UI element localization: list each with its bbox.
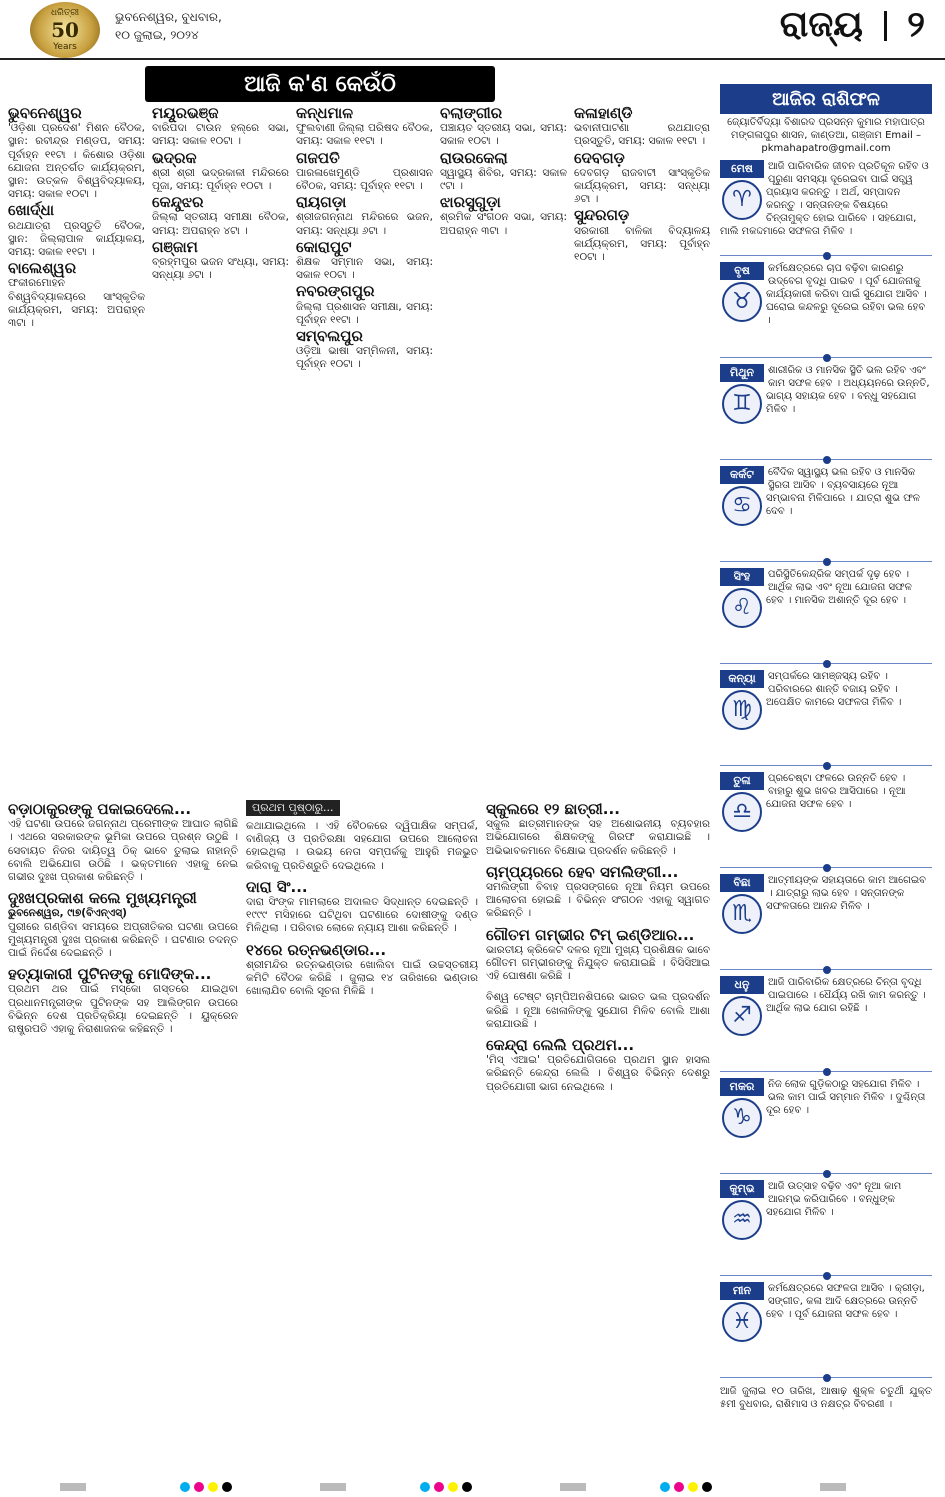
rashifal-banner: ଆଜିର ରାଶିଫଳ: [720, 84, 932, 114]
story-body: 'ମିସ୍ ଏଆଇ' ପ୍ରତିଯୋଗିତାରେ ପ୍ରଥମ ସ୍ଥାନ ହାସଲ କରିଛନ୍ତି କେନ୍ଦ୍ରା ଲେଲି । ବିଶ୍ୱର ବିଭିନ୍ନ ଦେଶରୁ ପ୍ରତିଯୋଗୀ ଭାଗ ନେଇଥିଲେ ।: [486, 1054, 710, 1093]
yellow-dot: [688, 1482, 698, 1492]
dateline-date: ୧୦ ଜୁଲାଇ, ୨୦୨୪: [115, 28, 199, 42]
rashi-name: ବୃଷ: [720, 262, 764, 280]
rashi-prediction: କର୍ମକ୍ଷେତ୍ରରେ ସଫଳତା ଆସିବ । କ୍ରୀଡ଼ା, ସଙ୍ଗୀତ, କଳା ଆଦି କ୍ଷେତ୍ରରେ ଉନ୍ନତି ହେବ । ପୂର୍ବ ଯୋଜନା ସଫଳ ହେବ ।: [766, 1283, 925, 1320]
rashi-name: ମେଷ: [720, 160, 764, 178]
rashi-name: କୁମ୍ଭ: [720, 1180, 764, 1198]
story-title: ସ୍କୁଲରେ ୧୨ ଛାତ୍ରୀ...: [486, 800, 620, 818]
zodiac-symbol-icon: ♉: [722, 282, 762, 322]
separator-dot-icon: [823, 660, 831, 668]
event-city-heading: କେନ୍ଦୁଝର: [152, 193, 204, 212]
logo-years-label: Years: [53, 42, 77, 52]
rashi-name: ମିଥୁନ: [720, 364, 764, 382]
story-body: ପୁରୀରେ ଗଣ୍ଡିବା ସମୟରେ ଅପ୍ରୀତିକର ଘଟଣା ଉପରେ ମୁଖ୍ୟମନ୍ତ୍ରୀ ଦୁଃଖ ପ୍ରକାଶ କରିଛନ୍ତି । ଘଟଣାର ତଦନ୍ତ ପାଇଁ ନିର୍ଦ୍ଦେଶ ଦେଇଛନ୍ତି ।: [8, 920, 238, 960]
rashi-entry: [720, 466, 932, 556]
story-column-2: [246, 820, 478, 1475]
separator-dot-icon: [823, 558, 831, 566]
zodiac-symbol-icon: ♏: [722, 894, 762, 934]
story-body: ବିଶ୍ୱ ଟେଷ୍ଟ ଚାମ୍ପିଅନଶିପରେ ଭାରତ ଭଲ ପ୍ରଦର୍ଶନ କରିଛି । ନୂଆ ଖେଳାଳିଙ୍କୁ ସୁଯୋଗ ମିଳିବ ବୋଲି ଆଶା କରାଯାଉଛି ।: [486, 991, 710, 1030]
gray-mark: [320, 1483, 346, 1491]
separator-dot-icon: [823, 1272, 831, 1280]
event-city-heading: ଭୁବନେଶ୍ୱର: [8, 104, 82, 122]
rashi-entry: [720, 568, 932, 658]
story-body: କଥାଯାଇଥିଲେ । ଏହି ବୈଠକରେ ଦ୍ୱିପାକ୍ଷିକ ସମ୍ପର୍କ, ବାଣିଜ୍ୟ ଓ ପ୍ରତିରକ୍ଷା ସହଯୋଗ ଉପରେ ଆଲୋଚନା ହୋଇଥିଲା । ଉଭୟ ନେତା ସମ୍ପର୍କକୁ ଆହୁରି ମଜଭୁତ କରିବାକୁ ପ୍ରତିଶ୍ରୁତି ଦେଇଥିଲେ ।: [246, 820, 478, 872]
page-number: ୨: [907, 4, 925, 45]
rashi-name: କର୍କଟ: [720, 466, 764, 484]
rashi-entry: [720, 262, 932, 352]
separator-dot-icon: [823, 864, 831, 872]
rashi-name: କନ୍ୟା: [720, 670, 764, 688]
story-body: ପ୍ରଥମ ଥର ପାଇଁ ମସ୍କୋ ଗସ୍ତରେ ଯାଇଥିବା ପ୍ରଧାନମନ୍ତ୍ରୀଙ୍କ ପୁଟିନଙ୍କ ସହ ଆଲିଙ୍ଗନ ଉପରେ ବିଭିନ୍ନ ଦେଶ ପ୍ରତିକ୍ରିୟା ଦେଇଛନ୍ତି । ୟୁକ୍ରେନ ରାଷ୍ଟ୍ରପତି ଏହାକୁ ନିରାଶାଜନକ କହିଛନ୍ତି ।: [8, 983, 238, 1036]
event-city-heading: ବଲାଙ୍ଗୀର: [440, 104, 503, 122]
logo-name: ଧରିତ୍ରୀ: [50, 8, 80, 18]
event-listing: ରଥଯାତ୍ରା ପ୍ରସ୍ତୁତି ବୈଠକ, ସ୍ଥାନ: ଜିଲ୍ଲାପାଳ କାର୍ଯ୍ୟାଳୟ, ସମୟ: ସକାଳ ୧୧ଟା ।: [8, 219, 145, 259]
event-listing: ଜିଲ୍ଲା ସ୍ତରୀୟ ସମୀକ୍ଷା ବୈଠକ, ସମୟ: ଅପରାହ୍ନ ୪ଟା ।: [152, 211, 289, 237]
story-title: ୧୪ରେ ରତ୍ନଭଣ୍ଡାର...: [246, 940, 387, 959]
event-city-heading: ରାୟଗଡ଼ା: [296, 193, 347, 212]
event-listing: ସ୍ୱାସ୍ଥ୍ୟ ଶିବିର, ସମୟ: ସକାଳ ୯ଟା ।: [440, 166, 567, 193]
zodiac-symbol-icon: ♍: [722, 690, 762, 730]
rashi-prediction: କର୍ମକ୍ଷେତ୍ରରେ ଚାପ ବଢ଼ିବା କାରଣରୁ ଉଦ୍ବେଗ ବୃଦ୍ଧି ପାଇବ । ପୂର୍ବ ଯୋଜନାକୁ କାର୍ଯ୍ୟକାରୀ କରିବା ପାଇଁ ସୁଯୋଗ ଆସିବ । ଘରୋଇ କନ୍ଦଳରୁ ଦୂରେଇ ରହିବା ଭଲ ହେବ ।: [766, 263, 927, 326]
rashi-prediction: ଆତ୍ମୀୟଙ୍କ ସହାୟତାରେ କାମ ଆଗେଇବ । ଯାତ୍ରାରୁ ଲାଭ ହେବ । ସନ୍ତାନଙ୍କ ସଫଳତାରେ ଆନନ୍ଦ ମିଳିବ ।: [766, 875, 927, 912]
event-listing: ଶ୍ରମିକ ସଂଗଠନ ସଭା, ସମୟ: ଅପରାହ୍ନ ୩ଟା ।: [440, 211, 567, 237]
story-body: ଦାରା ସିଂଙ୍କ ମାମଲାରେ ଅଦାଲତ ସିଦ୍ଧାନ୍ତ ଦେଇଛନ୍ତି । ୧୯୯୯ ମସିହାରେ ଘଟିଥିବା ଘଟଣାରେ ଦୋଷୀଙ୍କୁ ଦଣ୍ଡ ମିଳିଥିଲା । ପରିବାର ଲୋକେ ନ୍ୟାୟ ଆଶା କରିଛନ୍ତି ।: [246, 896, 478, 935]
separator-dot-icon: [823, 354, 831, 362]
story-body: ଏହି ଘଟଣା ଉପରେ ଜଗନ୍ନାଥ ପ୍ରେମୀଙ୍କ ଆଘାତ ଲାଗିଛି । ଏଥରେ ସରକାରଙ୍କ ଭୂମିକା ଉପରେ ପ୍ରଶ୍ନ ଉଠୁଛି । ସେବାୟତ ନିଜର ଦାୟିତ୍ୱ ଠିକ୍ ଭାବେ ତୁଲାଇ ନାହାନ୍ତି ବୋଲି ଅଭିଯୋଗ ଉଠିଛି । ଭକ୍ତମାନେ ଏହାକୁ ନେଇ ଗଭୀର ଦୁଃଖ ପ୍ରକାଶ କରିଛନ୍ତି ।: [8, 818, 238, 884]
event-listing: ପାରଳାଖେମୁଣ୍ଡି ପ୍ରଶାସନ ବୈଠକ, ସମୟ: ପୂର୍ବାହ୍ନ ୧୧ଟା ।: [296, 166, 433, 193]
section-title: [780, 4, 925, 46]
event-city-heading: ଭଦ୍ରକ: [152, 148, 197, 167]
zodiac-symbol-icon: ♋: [722, 486, 762, 526]
yellow-dot: [448, 1482, 458, 1492]
gray-mark: [560, 1483, 586, 1491]
separator-dot-icon: [823, 1068, 831, 1076]
event-city-heading: ଗଞ୍ଜାମ: [152, 237, 198, 256]
panchang: ଆଜି ଜୁଲାଇ ୧୦ ତାରିଖ, ଆଷାଢ଼ ଶୁକ୍ଳ ଚତୁର୍ଥୀ ଯୁକ୍ତ ୫ମୀ ବୁଧବାର, ରାଶିମାସ ଓ ନକ୍ଷତ୍ର ବିବରଣୀ ।: [720, 1386, 932, 1411]
story-body: ସ୍କୁଲ ଛାତ୍ରୀମାନଙ୍କ ସହ ଅଶୋଭନୀୟ ବ୍ୟବହାର ଅଭିଯୋଗରେ ଶିକ୍ଷକଙ୍କୁ ଗିରଫ କରାଯାଇଛି । ଅଭିଭାବକମାନେ ବିକ୍ଷୋଭ ପ୍ରଦର୍ଶନ କରିଛନ୍ତି ।: [486, 818, 710, 857]
zodiac-symbol-icon: ♎: [722, 792, 762, 832]
event-listing: ଜିଲ୍ଲା ପ୍ରଶାସନ ସମୀକ୍ଷା, ସମୟ: ପୂର୍ବାହ୍ନ ୧୧ଟା ।: [296, 300, 433, 326]
section-name: ରାଜ୍ୟ: [779, 4, 863, 45]
masthead: [0, 0, 945, 60]
zodiac-symbol-icon: ♐: [722, 996, 762, 1036]
title-divider: [884, 11, 887, 41]
rashi-prediction: ପରିସ୍ଥିତିକେନ୍ଦ୍ରିକ ସମ୍ପର୍କ ଦୃଢ଼ ହେବ । ଆର୍ଥିକ ଲାଭ ଏବଂ ନୂଆ ଯୋଜନା ସଫଳ ହେବ । ମାନସିକ ଅଶାନ୍ତି ଦୂର ହେବ ।: [766, 569, 912, 606]
story-title: ଚାମ୍ପ୍ୟରରେ ହେବ ସମଲିଙ୍ଗୀ...: [486, 862, 679, 881]
event-listing: ବ୍ରହ୍ମପୁର ଭଜନ ସଂଧ୍ୟା, ସମୟ: ସନ୍ଧ୍ୟା ୬ଟା ।: [152, 256, 289, 282]
event-listing: 'ଓଡ଼ିଶା ପ୍ରଦେଶ' ମିଶନ ବୈଠକ, ସ୍ଥାନ: ରବୀନ୍ଦ୍ର ମଣ୍ଡପ, ସମୟ: ପୂର୍ବାହ୍ନ ୧୧ଟା । କିଶୋର ଓଡ଼ିଶା ଯୋଜନା ଅନ୍ତର୍ଗତ କାର୍ଯ୍ୟକ୍ରମ, ସ୍ଥାନ: ଉତ୍କଳ ବିଶ୍ୱବିଦ୍ୟାଳୟ, ସମୟ: ସକାଳ ୧୦ଟା ।: [8, 122, 145, 201]
story-title: ଦୁଃଖପ୍ରକାଶ କଲେ ମୁଖ୍ୟମନ୍ତ୍ରୀ: [8, 889, 197, 908]
event-city-heading: ରାଉରକେଲା: [440, 148, 508, 167]
event-city-heading: କଳାହାଣ୍ଡି: [574, 104, 633, 122]
zodiac-symbol-icon: ♓: [722, 1302, 762, 1342]
rashi-entry: [720, 1282, 932, 1372]
dharitri-50-years-logo: [30, 2, 100, 58]
magenta-dot: [194, 1482, 204, 1492]
story-column-1: [8, 800, 238, 1475]
event-city-heading: କୋରାପୁଟ: [296, 237, 352, 256]
rashi-entry: [720, 1078, 932, 1168]
events-column-4: [440, 104, 567, 794]
rashi-prediction: ପ୍ରଚେଷ୍ଟା ଫଳରେ ଉନ୍ନତି ହେବ । ବାହାରୁ ଶୁଭ ଖବର ଆସିପାରେ । ନୂଆ ଯୋଜନା ସଫଳ ହେବ ।: [766, 773, 906, 810]
event-city-heading: ନବରଙ୍ଗପୁର: [296, 282, 375, 301]
event-listing: ବାରିପଦା ଟାଉନ ହଲ୍‌ରେ ସଭା, ସମୟ: ସକାଳ ୧୦ଟା ।: [152, 122, 289, 148]
continued-label: ପ୍ରଥମ ପୃଷ୍ଠାରୁ...: [246, 800, 340, 816]
event-city-heading: ଦେବଗଡ଼: [574, 148, 625, 167]
event-city-heading: ଝାରସୁଗୁଡ଼ା: [440, 193, 501, 212]
events-banner: ଆଜି କ'ଣ କେଉଁଠି: [145, 66, 495, 102]
rashi-prediction: ଆଜି ପାରିବାରିକ କ୍ଷେତ୍ରରେ ଚିନ୍ତା ବୃଦ୍ଧି ପାଇପାରେ । ଧୈର୍ଯ୍ୟ ରଖି କାମ କରନ୍ତୁ । ଆର୍ଥିକ ଲାଭ ଯୋଗ ରହିଛି ।: [766, 977, 926, 1014]
zodiac-symbol-icon: ♑: [722, 1098, 762, 1138]
story-title: ହତ୍ୟାକାରୀ ପୁଟିନଙ୍କୁ ମୋଦିଙ୍କ...: [8, 965, 212, 984]
events-column-5: [574, 104, 710, 794]
yellow-dot: [208, 1482, 218, 1492]
event-city-heading: ଖୋର୍ଦ୍ଧା: [8, 201, 55, 220]
event-city-heading: ସମ୍ବଲପୁର: [296, 327, 363, 346]
story-title: କେନ୍ଦ୍ରା ଲେଲି ପ୍ରଥମ...: [486, 1036, 635, 1055]
events-column-3: [296, 104, 433, 794]
rashi-name: ବିଛା: [720, 874, 764, 892]
events-column-2: [152, 104, 289, 794]
event-listing: ଦେବଗଡ଼ ରାଜବାଟୀ ସାଂସ୍କୃତିକ କାର୍ଯ୍ୟକ୍ରମ, ସମୟ: ସନ୍ଧ୍ୟା ୬ଟା ।: [574, 166, 710, 206]
story-title: ବଡ଼ାଠାକୁରଙ୍କୁ ପକାଇଦେଲେ...: [8, 800, 192, 818]
rashi-prediction: ଶାରୀରିକ ଓ ମାନସିକ ସ୍ଥିତି ଭଲ ରହିବ ଏବଂ କାମ ସଫଳ ହେବ । ଅଧ୍ୟୟନରେ ଉନ୍ନତି, ଭାଗ୍ୟ ସହାୟକ ହେବ । ବନ୍ଧୁ ସହଯୋଗ ମିଳିବ ।: [766, 365, 930, 415]
rashi-prediction: ବୈଦିକ ସ୍ୱାସ୍ଥ୍ୟ ଭଲ ରହିବ ଓ ମାନସିକ ସ୍ଥିରତା ଆସିବ । ବ୍ୟବସାୟରେ ନୂଆ ସମ୍ଭାବନା ମିଳିପାରେ । ଯାତ୍ରା ଶୁଭ ଫଳ ଦେବ ।: [766, 467, 921, 517]
story-title: ଦାରା ସିଂ...: [246, 877, 308, 896]
rashi-entry: [720, 364, 932, 454]
event-listing: ଶିକ୍ଷକ ସମ୍ମାନ ସଭା, ସମୟ: ସକାଳ ୧୦ଟା ।: [296, 256, 433, 282]
event-listing: ଭବାନୀପାଟଣା ରଥଯାତ୍ରା ପ୍ରସ୍ତୁତି, ସମୟ: ସକାଳ ୧୧ଟା ।: [574, 122, 710, 148]
event-listing: ଶ୍ରୀଜଗନ୍ନାଥ ମନ୍ଦିରରେ ଭଜନ, ସମୟ: ସନ୍ଧ୍ୟା ୬ଟା ।: [296, 211, 433, 237]
rashi-entry: [720, 772, 932, 862]
event-city-heading: ମୟୂରଭଞ୍ଜ: [152, 104, 219, 122]
rashi-entry: [720, 670, 932, 760]
rashifal-astrologer-info: ଜ୍ୟୋତିର୍ବିଦ୍ୟା ବିଶାରଦ ପ୍ରସନ୍ନ କୁମାର ମହାପାତ୍ର ମଙ୍ଗଳାପୁର ଶାସନ, କାଣ୍ଡଆ, ଗଞ୍ଜାମ Email – pkmahapatro@gmail.com: [727, 117, 925, 154]
event-listing: ସରକାରୀ ବାଳିକା ବିଦ୍ୟାଳୟ କାର୍ଯ୍ୟକ୍ରମ, ସମୟ: ପୂର୍ବାହ୍ନ ୧୦ଟା ।: [574, 224, 710, 264]
separator-dot-icon: [823, 1170, 831, 1178]
event-city-heading: ବାଲେଶ୍ୱର: [8, 259, 77, 278]
story-column-3: [486, 800, 710, 1475]
zodiac-symbol-icon: ♈: [722, 180, 762, 220]
cyan-dot: [420, 1482, 430, 1492]
story-body: ଶ୍ରୀମନ୍ଦିର ରତ୍ନଭଣ୍ଡାର ଖୋଲିବା ପାଇଁ ଉଚ୍ଚସ୍ତରୀୟ କମିଟି ବୈଠକ କରିଛି । ଜୁଲାଇ ୧୪ ତାରିଖରେ ଭଣ୍ଡାର ଖୋଲାଯିବ ବୋଲି ସୂଚନା ମିଳିଛି ।: [246, 958, 478, 998]
rashi-name: ମକର: [720, 1078, 764, 1096]
cyan-dot: [660, 1482, 670, 1492]
story-body: ଭାରତୀୟ କ୍ରିକେଟ ଦଳର ନୂଆ ମୁଖ୍ୟ ପ୍ରଶିକ୍ଷକ ଭାବେ ଗୌତମ ଗମ୍ଭୀରଙ୍କୁ ନିଯୁକ୍ତ କରାଯାଇଛି । ବିସିସିଆଇ ଏହି ଘୋଷଣା କରିଛି ।: [486, 943, 710, 983]
separator-dot-icon: [823, 966, 831, 974]
zodiac-symbol-icon: ♒: [722, 1200, 762, 1240]
story-title: ଗୌତମ ଗମ୍ଭୀର ଟିମ୍ ଇଣ୍ଡିଆର...: [486, 925, 695, 944]
event-city-heading: ସୁନ୍ଦରଗଡ଼: [574, 206, 630, 225]
gray-mark: [60, 1483, 86, 1491]
rashi-prediction: ଆଜି ଉତ୍ସାହ ବଢ଼ିବ ଏବଂ ନୂଆ କାମ ଆରମ୍ଭ କରିପାରିବେ । ବନ୍ଧୁଙ୍କ ସହଯୋଗ ମିଳିବ ।: [766, 1181, 902, 1218]
black-dot: [222, 1482, 232, 1492]
gray-mark: [820, 1483, 846, 1491]
separator-dot-icon: [823, 762, 831, 770]
rashi-entry: [720, 874, 932, 964]
separator-dot-icon: [823, 456, 831, 464]
zodiac-symbol-icon: ♌: [722, 588, 762, 628]
logo-years: 50: [51, 18, 79, 42]
magenta-dot: [674, 1482, 684, 1492]
event-city-heading: ଗଜପତି: [296, 148, 340, 167]
rashi-entry: [720, 976, 932, 1066]
event-listing: ଫୁଲବାଣୀ ଜିଲ୍ଲା ପରିଷଦ ବୈଠକ, ସମୟ: ସକାଳ ୧୧ଟା ।: [296, 122, 433, 148]
zodiac-symbol-icon: ♊: [722, 384, 762, 424]
rashi-entry: [720, 1180, 932, 1270]
events-column-1: [8, 104, 145, 844]
cyan-dot: [180, 1482, 190, 1492]
rashi-prediction: ସମ୍ପର୍କରେ ସାମଞ୍ଜସ୍ୟ ରହିବ । ପରିବାରରେ ଶାନ୍ତି ବଜାୟ ରହିବ । ଅପେକ୍ଷିତ କାମରେ ସଫଳତା ମିଳିବ ।: [766, 671, 902, 708]
rashi-name: ସିଂହ: [720, 568, 764, 586]
story-dateline: ଭୁବନେଶ୍ୱର, ୯ା୭(ବିଏନ୍‌ଏସ୍): [8, 907, 127, 920]
event-listing: ଶ୍ରୀ ଶ୍ରୀ ଭଦ୍ରକାଳୀ ମନ୍ଦିରରେ ପୂଜା, ସମୟ: ପୂର୍ବାହ୍ନ ୧୦ଟା ।: [152, 166, 289, 193]
event-listing: ଓଡ଼ିଆ ଭାଷା ସମ୍ମିଳନୀ, ସମୟ: ପୂର୍ବାହ୍ନ ୧୦ଟା ।: [296, 345, 433, 371]
dateline: [115, 8, 222, 44]
magenta-dot: [434, 1482, 444, 1492]
rashi-name: ତୁଳା: [720, 772, 764, 790]
rashi-prediction: ଆଜି ପାରିବାରିକ ଜୀବନ ପ୍ରତିକୂଳ ରହିବ ଓ ପୂରୁଣା ସମସ୍ୟା ଦୂରେଇବା ପାଇଁ ସତ୍ତ୍ୱ ପ୍ରୟାସ କରନ୍ତୁ । ଅର୍ଥ, ସମ୍ପାଦନ କରନ୍ତୁ । ସନ୍ତାନଙ୍କ ବିଷୟରେ ଚିନ୍ତାମୁକ୍ତ ହୋଇ ପାରିବେ । ସହଯୋଗ, ମାଲି ମକଦ୍ଦମାରେ ସଫଳତା ମିଳିବ ।: [720, 161, 929, 237]
black-dot: [702, 1482, 712, 1492]
black-dot: [462, 1482, 472, 1492]
rashi-entry: [720, 160, 932, 250]
event-listing: ଫକୀରମୋହନ ବିଶ୍ୱବିଦ୍ୟାଳୟରେ ସାଂସ୍କୃତିକ କାର୍ଯ୍ୟକ୍ରମ, ସମୟ: ଅପରାହ୍ନ ୩ଟା ।: [8, 277, 145, 330]
event-city-heading: କନ୍ଧମାଳ: [296, 104, 354, 122]
print-marks: [0, 1478, 945, 1497]
rashi-name: ମୀନ: [720, 1282, 764, 1300]
event-listing: ପଞ୍ଚାୟତ ସ୍ତରୀୟ ସଭା, ସମୟ: ସକାଳ ୧୦ଟା ।: [440, 122, 567, 148]
rashi-prediction: ନିଜ ଲୋକ ଗୁଡ଼ିକଠାରୁ ସହଯୋଗ ମିଳିବ । ଭଲ କାମ ପାଇଁ ସମ୍ମାନ ମିଳିବ । ଦୁଶ୍ଚିନ୍ତା ଦୂର ହେବ ।: [766, 1079, 926, 1116]
dateline-place: ଭୁବନେଶ୍ୱର, ବୁଧବାର,: [115, 10, 222, 24]
rashi-name: ଧନୁ: [720, 976, 764, 994]
separator-dot-icon: [823, 252, 831, 260]
separator-dot-icon: [823, 1374, 831, 1382]
story-body: ସମଲିଙ୍ଗୀ ବିବାହ ପ୍ରସଙ୍ଗରେ ନୂଆ ନିୟମ ଉପରେ ଆଲୋଚନା ହୋଇଛି । ବିଭିନ୍ନ ସଂଗଠନ ଏହାକୁ ସ୍ୱାଗତ କରିଛନ୍ତି ।: [486, 881, 710, 920]
